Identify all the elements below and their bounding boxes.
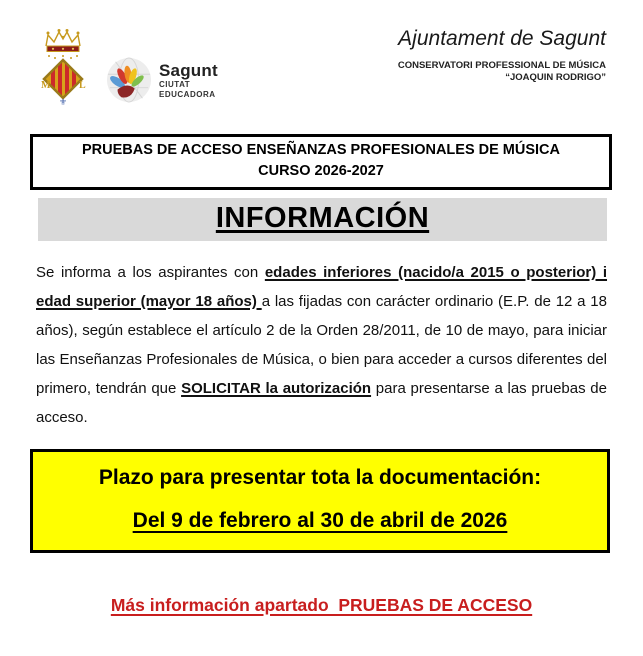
sagunt-logo-sub2: EDUCADORA (159, 89, 216, 99)
paragraph-segment: para presentarse a las pruebas de acceso. (36, 380, 607, 426)
header-right (398, 27, 606, 84)
deadline-dates: Del 9 de febrero al 30 de abril de 2026 (132, 509, 508, 532)
organization-name: Ajuntament de Sagunt (398, 27, 606, 50)
paragraph-segment-emphasis: edades inferiores (nacido/a 2015 o posterior) i edad superior (mayor 18 años) (36, 264, 608, 310)
department-line1: CONSERVATORI PROFESSIONAL DE MÚSICA (397, 60, 606, 71)
document-header (0, 0, 643, 116)
sagunt-coat-of-arms-icon (38, 26, 88, 105)
paragraph-segment: a las fijadas con carácter ordinario (E.P. de 12 a 18 años), según establece el artículo 2 de la Orden 28/2011, de 10 de mayo, para iniciar las Enseñanzas Profesionales de Música, o bien para acceder a cursos diferentes del primero, tendrán que (36, 293, 607, 397)
deadline-title: Plazo para presentar tota la documentación: (98, 466, 542, 489)
fleur-de-lis-icon: ⚜ (59, 97, 68, 105)
sagunt-logo-name: Sagunt (159, 60, 218, 80)
globe-hand-icon (106, 57, 152, 103)
footer-note: Más información apartado PRUEBAS DE ACCESO (110, 595, 533, 615)
deadline-box (30, 449, 610, 553)
crest-letter-m: M (41, 80, 51, 91)
sagunt-logo-sub1: CIUTAT (159, 79, 191, 89)
paragraph-segment: Se informa a los aspirantes con (36, 264, 265, 281)
sagunt-ciutat-educadora-logo (106, 57, 218, 103)
title-line1: PRUEBAS DE ACCESO ENSEÑANZAS PROFESIONALES DE MÚSICA (81, 142, 561, 158)
section-heading: INFORMACIÓN (215, 202, 430, 234)
info-paragraph (36, 258, 607, 432)
department-name (398, 60, 606, 84)
department-line2: “JOAQUIN RODRIGO” (505, 72, 606, 83)
section-heading-band (38, 198, 607, 241)
crest-letter-l: L (79, 80, 86, 91)
sagunt-logo-text (159, 62, 218, 99)
logo-group (38, 26, 218, 105)
paragraph-segment-emphasis: SOLICITAR la autorización (181, 380, 372, 397)
title-line2: CURSO 2026-2027 (258, 163, 384, 179)
title-box (30, 134, 612, 190)
